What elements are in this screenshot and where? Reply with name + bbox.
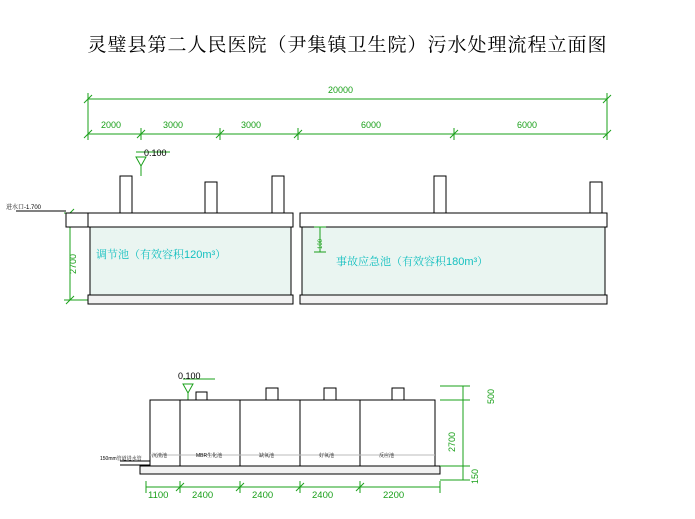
bottom-dimension-4: 2400 [312, 490, 334, 501]
elevation-marker-top: 0.100 [144, 148, 167, 158]
overall-dimension-label: 20000 [328, 85, 354, 95]
segment-dimension-4: 6000 [361, 120, 382, 130]
right-dimension-2700: 2700 [447, 431, 457, 452]
tank-label-regulating: 调节池（有效容积120m³） [96, 249, 227, 261]
bottom-tank-label-3: 缺氧池 [259, 453, 275, 459]
segment-dimension-5: 6000 [517, 120, 538, 130]
page-title: 灵璧县第二人民医院（尹集镇卫生院）污水处理流程立面图 [87, 34, 608, 56]
wall-dimension-100: 100 [318, 238, 324, 249]
bottom-dimension-2: 2400 [192, 490, 214, 501]
inlet-label: 进水口-1.700 [6, 205, 42, 211]
bottom-dimension-3: 2400 [252, 490, 274, 501]
elevation-marker-bottom: 0.100 [178, 371, 201, 381]
segment-dimension-3: 3000 [241, 120, 262, 130]
right-dimension-500: 500 [486, 388, 496, 404]
depth-dimension-2700: 2700 [68, 253, 78, 274]
tank-label-emergency: 事故应急池（有效容积180m³） [336, 256, 489, 268]
segment-dimension-1: 2000 [101, 120, 122, 130]
bottom-tank-label-4: 好氧池 [319, 453, 335, 459]
right-dimension-150: 150 [470, 468, 480, 484]
bottom-dimension-1: 1100 [148, 490, 169, 501]
bottom-tank-label-2: MBR生化池 [196, 453, 223, 459]
bottom-dimension-5: 2200 [383, 490, 405, 501]
inlet-pipe-label: 150mm管道进水管 [100, 456, 142, 462]
segment-dimension-2: 3000 [163, 120, 184, 130]
bottom-tank-label-1: 沉渣池 [152, 453, 168, 459]
bottom-tank-label-5: 反应池 [379, 453, 395, 459]
